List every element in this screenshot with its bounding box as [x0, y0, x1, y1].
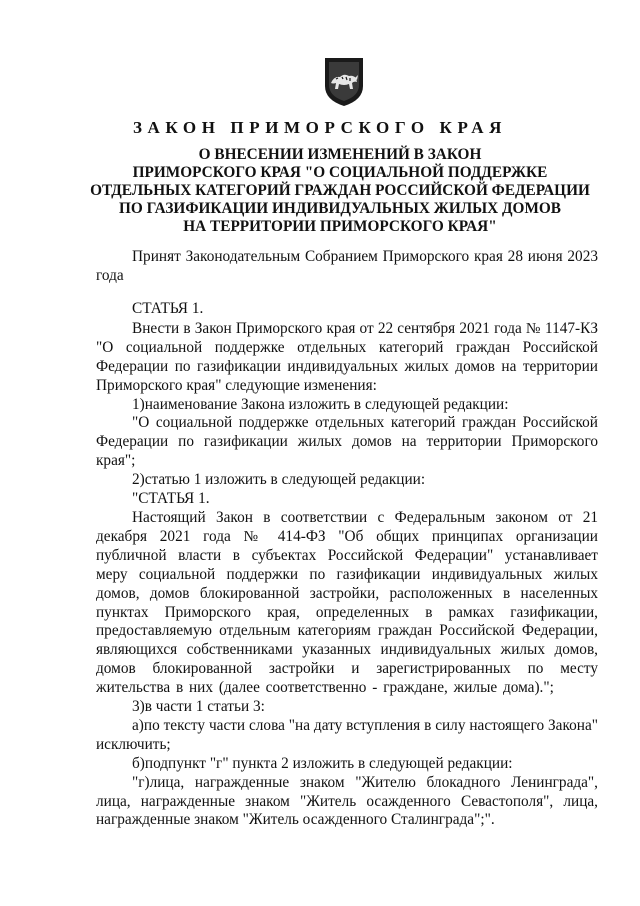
- subtitle-line: ПО ГАЗИФИКАЦИИ ИНДИВИДУАЛЬНЫХ ЖИЛЫХ ДОМОВ: [119, 200, 561, 217]
- law-body: [96, 300, 598, 830]
- primorye-coat-of-arms-icon: [322, 56, 366, 108]
- list-item: 3)в части 1 статьи 3:: [132, 698, 265, 716]
- adoption-note: Принят Законодательным Собранием Приморского края 28 июня 2023 года: [96, 248, 598, 284]
- article-intro: Внести в Закон Приморского края от 22 сентября 2021 года № 1147-КЗ "О социальной поддержке отдельных категорий граждан Российской Федерации по газификации индивидуальных жилых домов на территории Приморского края" следующие изменения:: [96, 319, 598, 394]
- quoted-article-heading: "СТАТЬЯ 1.: [132, 490, 210, 508]
- subtitle-line: НА ТЕРРИТОРИИ ПРИМОРСКОГО КРАЯ": [183, 218, 497, 235]
- article-heading: СТАТЬЯ 1.: [132, 300, 204, 317]
- list-item: 2)статью 1 изложить в следующей редакции:: [132, 471, 426, 489]
- law-title: ЗАКОН ПРИМОРСКОГО КРАЯ: [132, 118, 508, 137]
- paragraph: "О социальной поддержке отдельных категорий граждан Российской Федерации по газификации жилых домов на территории Приморского края";: [96, 414, 598, 470]
- sub-item: а)по тексту части слова "на дату вступления в силу настоящего Закона" исключить;: [96, 716, 598, 753]
- subtitle-line: ПРИМОРСКОГО КРАЯ "О СОЦИАЛЬНОЙ ПОДДЕРЖКЕ: [132, 164, 548, 181]
- list-item: 1)наименование Закона изложить в следующей редакции:: [132, 395, 509, 413]
- subtitle-line: ОТДЕЛЬНЫХ КАТЕГОРИЙ ГРАЖДАН РОССИЙСКОЙ ФЕДЕРАЦИИ: [90, 182, 590, 199]
- law-subtitle: [60, 146, 620, 236]
- subtitle-line: О ВНЕСЕНИИ ИЗМЕНЕНИЙ В ЗАКОН: [198, 146, 482, 163]
- paragraph: Настоящий Закон в соответствии с Федеральным законом от 21 декабря 2021 года № 414-ФЗ "Об общих принципах организации публичной власти в субъектах Российской Федерации" устанавливает меру социальной поддержки по газификации индивидуальных жилых домов, домов блокированной застройки, расположенных в населенных пунктах Приморского края, определенных в рамках газификации, предоставляемую отдельным категориям граждан Российской Федерации, являющихся собственниками указанных индивидуальных жилых домов, домов блокированной застройки и зарегистрированных по месту жительства в них (далее соответственно - граждане, жилые дома).";: [96, 508, 598, 697]
- paragraph: "г)лица, награжденные знаком "Жителю блокадного Ленинграда", лица, награжденные знаком "Житель осажденного Севастополя", лица, награжденные знаком "Житель осажденного Сталинграда";".: [96, 773, 598, 829]
- sub-item: б)подпункт "г" пункта 2 изложить в следующей редакции:: [132, 754, 513, 772]
